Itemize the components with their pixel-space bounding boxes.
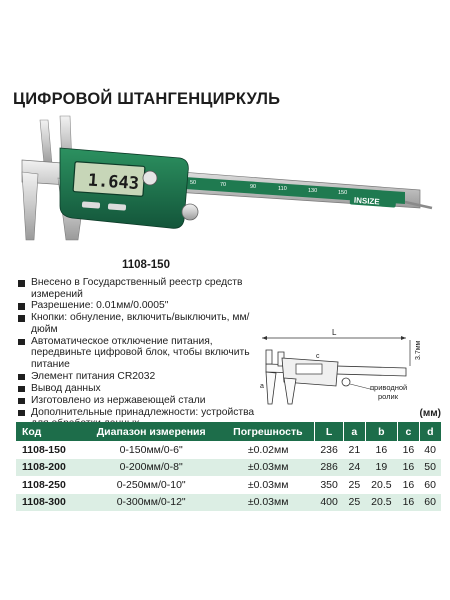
cell-b: 20.5 xyxy=(365,476,397,494)
svg-text:90: 90 xyxy=(250,184,257,190)
feature-item: Элемент питания CR2032 xyxy=(18,371,258,383)
dimension-diagram xyxy=(256,328,446,416)
bullet-icon xyxy=(18,398,25,405)
bullet-icon xyxy=(18,410,25,417)
svg-text:70: 70 xyxy=(220,182,227,188)
dim-a-label: a xyxy=(260,383,264,390)
cell-c: 16 xyxy=(398,494,420,512)
cell-accuracy: ±0.03мм xyxy=(222,459,315,477)
cell-code: 1108-250 xyxy=(16,476,81,494)
feature-item: Изготовлено из нержавеющей стали xyxy=(18,395,258,407)
roller-label-line1: приводной xyxy=(370,383,408,392)
cell-accuracy: ±0.02мм xyxy=(222,441,315,459)
table-row xyxy=(16,494,441,512)
cell-code: 1108-150 xyxy=(16,441,81,459)
bullet-icon xyxy=(18,374,25,381)
feature-item: Вывод данных xyxy=(18,383,258,395)
feature-item: Кнопки: обнуление, включить/выключить, мм/дюйм xyxy=(18,312,258,335)
cell-a: 25 xyxy=(344,494,366,512)
table-header-row xyxy=(16,422,441,441)
page-title: ЦИФРОВОЙ ШТАНГЕНЦИРКУЛЬ xyxy=(13,90,281,108)
cell-c: 16 xyxy=(398,476,420,494)
feature-item: Автоматическое отключение питания, передвиньте цифровой блок, чтобы включить питание xyxy=(18,336,258,371)
col-header-l: L xyxy=(315,422,344,441)
caliper-photo xyxy=(0,112,450,262)
col-header-code: Код xyxy=(16,422,81,441)
cell-c: 16 xyxy=(398,459,420,477)
cell-l: 286 xyxy=(315,459,344,477)
feature-item: Внесено в Государственный реестр средств измерений xyxy=(18,277,258,300)
col-header-d: d xyxy=(419,422,441,441)
cell-l: 350 xyxy=(315,476,344,494)
bullet-icon xyxy=(18,339,25,346)
svg-text:150: 150 xyxy=(338,190,348,196)
cell-a: 21 xyxy=(344,441,366,459)
cell-code: 1108-300 xyxy=(16,494,81,512)
cell-code: 1108-200 xyxy=(16,459,81,477)
feature-list xyxy=(18,277,258,430)
svg-text:50: 50 xyxy=(190,180,197,186)
svg-text:130: 130 xyxy=(308,188,318,194)
spec-table xyxy=(16,422,441,511)
cell-accuracy: ±0.03мм xyxy=(222,476,315,494)
cell-c: 16 xyxy=(398,441,420,459)
col-header-range: Диапазон измерения xyxy=(81,422,222,441)
svg-text:110: 110 xyxy=(278,186,287,192)
brand-logo: INSIZE xyxy=(353,195,380,207)
feature-item: Разрешение: 0.01мм/0.0005" xyxy=(18,300,258,312)
dim-c-label: c xyxy=(316,353,320,360)
cell-d: 50 xyxy=(419,459,441,477)
lcd-readout: 1.643 xyxy=(87,170,140,195)
cell-a: 24 xyxy=(344,459,366,477)
bullet-icon xyxy=(18,386,25,393)
cell-d: 40 xyxy=(419,441,441,459)
bullet-icon xyxy=(18,315,25,322)
feature-item: Дополнительные принадлежности: устройства xyxy=(18,407,258,430)
table-row xyxy=(16,459,441,477)
cell-b: 16 xyxy=(365,441,397,459)
cell-l: 236 xyxy=(315,441,344,459)
cell-d: 60 xyxy=(419,494,441,512)
cell-range: 0-250мм/0-10" xyxy=(81,476,222,494)
cell-b: 20.5 xyxy=(365,494,397,512)
dim-l-label: L xyxy=(332,328,337,337)
roller-label-line2: ролик xyxy=(378,392,399,401)
col-header-c: c xyxy=(398,422,420,441)
cell-range: 0-150мм/0-6" xyxy=(81,441,222,459)
cell-l: 400 xyxy=(315,494,344,512)
cell-b: 19 xyxy=(365,459,397,477)
bullet-icon xyxy=(18,280,25,287)
col-header-b: b xyxy=(365,422,397,441)
table-row xyxy=(16,441,441,459)
cell-d: 60 xyxy=(419,476,441,494)
dim-thickness-label: 3.7мм xyxy=(415,340,422,360)
cell-range: 0-300мм/0-12" xyxy=(81,494,222,512)
cell-range: 0-200мм/0-8" xyxy=(81,459,222,477)
col-header-a: a xyxy=(344,422,366,441)
bullet-icon xyxy=(18,303,25,310)
table-row xyxy=(16,476,441,494)
model-caption: 1108-150 xyxy=(122,259,170,271)
cell-a: 25 xyxy=(344,476,366,494)
col-header-accuracy: Погрешность xyxy=(222,422,315,441)
cell-accuracy: ±0.03мм xyxy=(222,494,315,512)
unit-label: (мм) xyxy=(419,408,441,419)
